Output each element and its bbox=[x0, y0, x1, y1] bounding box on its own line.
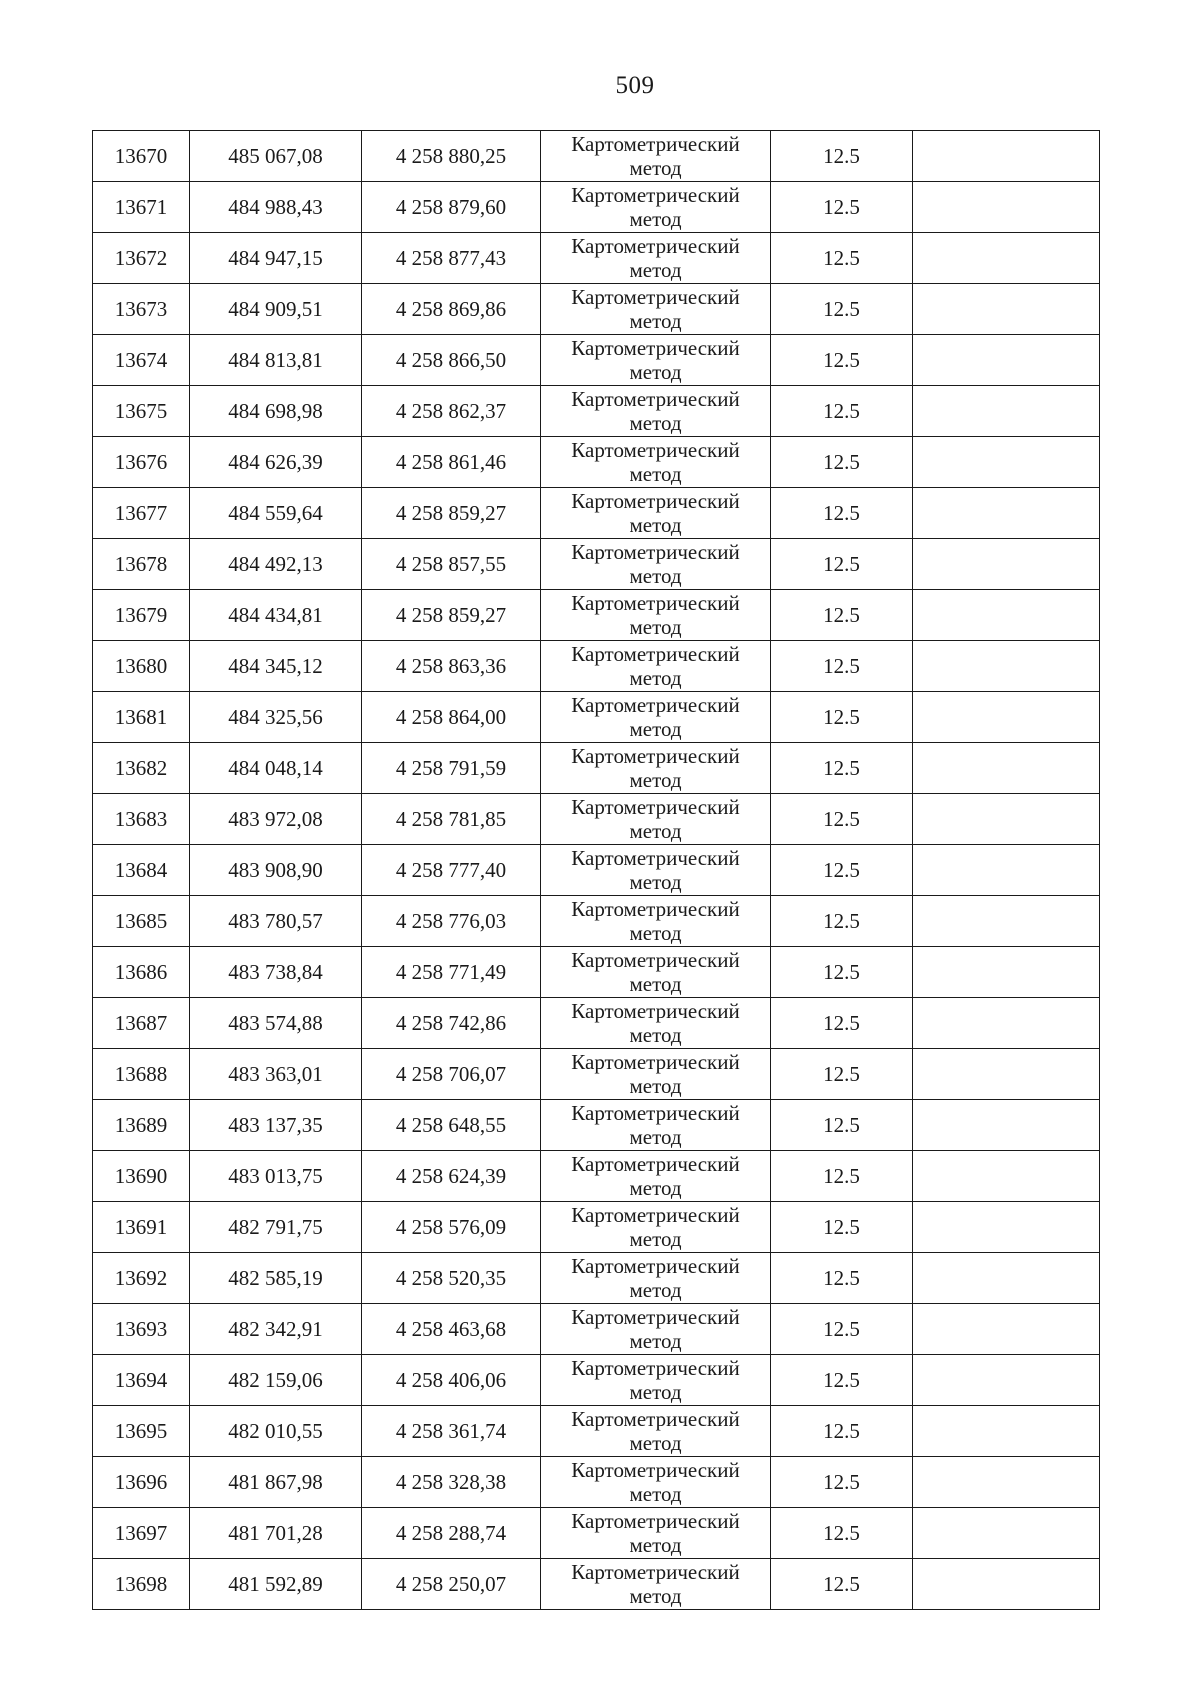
method-line-1: Картометрический bbox=[571, 1356, 740, 1380]
table-row bbox=[93, 335, 1100, 386]
point-number-cell: 13675 bbox=[93, 386, 190, 437]
point-number-cell: 13682 bbox=[93, 743, 190, 794]
point-number-cell: 13697 bbox=[93, 1508, 190, 1559]
method-line-1: Картометрический bbox=[571, 285, 740, 309]
point-number-cell: 13698 bbox=[93, 1559, 190, 1610]
scale-cell: 12.5 bbox=[771, 641, 913, 692]
method-line-1: Картометрический bbox=[571, 948, 740, 972]
x-coordinate-cell: 482 010,55 bbox=[190, 1406, 362, 1457]
point-number-cell: 13680 bbox=[93, 641, 190, 692]
y-coordinate-cell: 4 258 776,03 bbox=[362, 896, 541, 947]
empty-cell bbox=[913, 896, 1100, 947]
empty-cell bbox=[913, 590, 1100, 641]
method-line-2: метод bbox=[629, 819, 682, 843]
y-coordinate-cell: 4 258 791,59 bbox=[362, 743, 541, 794]
point-number-cell: 13687 bbox=[93, 998, 190, 1049]
empty-cell bbox=[913, 1406, 1100, 1457]
method-cell bbox=[541, 1253, 771, 1304]
empty-cell bbox=[913, 386, 1100, 437]
method-line-1: Картометрический bbox=[571, 1560, 740, 1584]
method-line-2: метод bbox=[629, 1380, 682, 1404]
y-coordinate-cell: 4 258 250,07 bbox=[362, 1559, 541, 1610]
empty-cell bbox=[913, 1304, 1100, 1355]
empty-cell bbox=[913, 1049, 1100, 1100]
table-body bbox=[93, 131, 1100, 1610]
scale-cell: 12.5 bbox=[771, 1100, 913, 1151]
table-row bbox=[93, 1151, 1100, 1202]
method-line-1: Картометрический bbox=[571, 897, 740, 921]
y-coordinate-cell: 4 258 624,39 bbox=[362, 1151, 541, 1202]
point-number-cell: 13671 bbox=[93, 182, 190, 233]
y-coordinate-cell: 4 258 861,46 bbox=[362, 437, 541, 488]
method-line-1: Картометрический bbox=[571, 438, 740, 462]
method-line-2: метод bbox=[629, 615, 682, 639]
y-coordinate-cell: 4 258 869,86 bbox=[362, 284, 541, 335]
y-coordinate-cell: 4 258 859,27 bbox=[362, 488, 541, 539]
point-number-cell: 13692 bbox=[93, 1253, 190, 1304]
empty-cell bbox=[913, 743, 1100, 794]
empty-cell bbox=[913, 284, 1100, 335]
method-cell bbox=[541, 896, 771, 947]
x-coordinate-cell: 483 137,35 bbox=[190, 1100, 362, 1151]
method-line-1: Картометрический bbox=[571, 1305, 740, 1329]
method-line-2: метод bbox=[629, 513, 682, 537]
method-line-2: метод bbox=[629, 1125, 682, 1149]
method-line-1: Картометрический bbox=[571, 1050, 740, 1074]
table-row bbox=[93, 233, 1100, 284]
method-cell bbox=[541, 539, 771, 590]
method-line-1: Картометрический bbox=[571, 999, 740, 1023]
empty-cell bbox=[913, 845, 1100, 896]
y-coordinate-cell: 4 258 857,55 bbox=[362, 539, 541, 590]
scale-cell: 12.5 bbox=[771, 1559, 913, 1610]
method-cell bbox=[541, 1508, 771, 1559]
point-number-cell: 13686 bbox=[93, 947, 190, 998]
method-line-2: метод bbox=[629, 1074, 682, 1098]
y-coordinate-cell: 4 258 328,38 bbox=[362, 1457, 541, 1508]
empty-cell bbox=[913, 539, 1100, 590]
method-cell bbox=[541, 233, 771, 284]
table-row bbox=[93, 1406, 1100, 1457]
x-coordinate-cell: 483 574,88 bbox=[190, 998, 362, 1049]
empty-cell bbox=[913, 998, 1100, 1049]
scale-cell: 12.5 bbox=[771, 131, 913, 182]
method-cell bbox=[541, 590, 771, 641]
scale-cell: 12.5 bbox=[771, 488, 913, 539]
method-cell bbox=[541, 1304, 771, 1355]
empty-cell bbox=[913, 1100, 1100, 1151]
scale-cell: 12.5 bbox=[771, 1253, 913, 1304]
method-cell bbox=[541, 335, 771, 386]
x-coordinate-cell: 481 701,28 bbox=[190, 1508, 362, 1559]
scale-cell: 12.5 bbox=[771, 284, 913, 335]
scale-cell: 12.5 bbox=[771, 335, 913, 386]
x-coordinate-cell: 484 559,64 bbox=[190, 488, 362, 539]
method-cell bbox=[541, 1406, 771, 1457]
scale-cell: 12.5 bbox=[771, 1355, 913, 1406]
table-row bbox=[93, 284, 1100, 335]
point-number-cell: 13693 bbox=[93, 1304, 190, 1355]
method-line-1: Картометрический bbox=[571, 336, 740, 360]
table-row bbox=[93, 539, 1100, 590]
scale-cell: 12.5 bbox=[771, 437, 913, 488]
x-coordinate-cell: 484 345,12 bbox=[190, 641, 362, 692]
method-cell bbox=[541, 641, 771, 692]
x-coordinate-cell: 482 342,91 bbox=[190, 1304, 362, 1355]
scale-cell: 12.5 bbox=[771, 947, 913, 998]
method-cell bbox=[541, 998, 771, 1049]
scale-cell: 12.5 bbox=[771, 896, 913, 947]
method-cell bbox=[541, 1202, 771, 1253]
method-line-1: Картометрический bbox=[571, 846, 740, 870]
y-coordinate-cell: 4 258 777,40 bbox=[362, 845, 541, 896]
method-line-1: Картометрический bbox=[571, 1101, 740, 1125]
x-coordinate-cell: 484 325,56 bbox=[190, 692, 362, 743]
scale-cell: 12.5 bbox=[771, 692, 913, 743]
empty-cell bbox=[913, 947, 1100, 998]
method-line-2: метод bbox=[629, 1482, 682, 1506]
method-cell bbox=[541, 743, 771, 794]
point-number-cell: 13683 bbox=[93, 794, 190, 845]
x-coordinate-cell: 484 813,81 bbox=[190, 335, 362, 386]
empty-cell bbox=[913, 488, 1100, 539]
scale-cell: 12.5 bbox=[771, 182, 913, 233]
method-cell bbox=[541, 284, 771, 335]
method-cell bbox=[541, 1457, 771, 1508]
y-coordinate-cell: 4 258 463,68 bbox=[362, 1304, 541, 1355]
empty-cell bbox=[913, 641, 1100, 692]
table-row bbox=[93, 947, 1100, 998]
method-cell bbox=[541, 437, 771, 488]
table-row bbox=[93, 590, 1100, 641]
method-cell bbox=[541, 182, 771, 233]
point-number-cell: 13689 bbox=[93, 1100, 190, 1151]
y-coordinate-cell: 4 258 864,00 bbox=[362, 692, 541, 743]
empty-cell bbox=[913, 692, 1100, 743]
empty-cell bbox=[913, 1355, 1100, 1406]
table-row bbox=[93, 488, 1100, 539]
empty-cell bbox=[913, 1202, 1100, 1253]
y-coordinate-cell: 4 258 576,09 bbox=[362, 1202, 541, 1253]
point-number-cell: 13696 bbox=[93, 1457, 190, 1508]
method-line-2: метод bbox=[629, 1431, 682, 1455]
point-number-cell: 13677 bbox=[93, 488, 190, 539]
method-cell bbox=[541, 1559, 771, 1610]
method-line-1: Картометрический bbox=[571, 132, 740, 156]
y-coordinate-cell: 4 258 862,37 bbox=[362, 386, 541, 437]
x-coordinate-cell: 483 972,08 bbox=[190, 794, 362, 845]
method-cell bbox=[541, 794, 771, 845]
method-line-1: Картометрический bbox=[571, 795, 740, 819]
table-row bbox=[93, 692, 1100, 743]
point-number-cell: 13690 bbox=[93, 1151, 190, 1202]
point-number-cell: 13684 bbox=[93, 845, 190, 896]
x-coordinate-cell: 484 947,15 bbox=[190, 233, 362, 284]
x-coordinate-cell: 482 585,19 bbox=[190, 1253, 362, 1304]
method-line-2: метод bbox=[629, 1533, 682, 1557]
y-coordinate-cell: 4 258 520,35 bbox=[362, 1253, 541, 1304]
method-line-2: метод bbox=[629, 258, 682, 282]
x-coordinate-cell: 483 013,75 bbox=[190, 1151, 362, 1202]
method-cell bbox=[541, 692, 771, 743]
method-line-1: Картометрический bbox=[571, 591, 740, 615]
empty-cell bbox=[913, 335, 1100, 386]
table-row bbox=[93, 131, 1100, 182]
table-row bbox=[93, 1253, 1100, 1304]
scale-cell: 12.5 bbox=[771, 386, 913, 437]
y-coordinate-cell: 4 258 866,50 bbox=[362, 335, 541, 386]
table-row bbox=[93, 1049, 1100, 1100]
method-line-2: метод bbox=[629, 666, 682, 690]
scale-cell: 12.5 bbox=[771, 1202, 913, 1253]
method-line-2: метод bbox=[629, 411, 682, 435]
scale-cell: 12.5 bbox=[771, 743, 913, 794]
table-row bbox=[93, 1355, 1100, 1406]
method-line-2: метод bbox=[629, 1584, 682, 1608]
scale-cell: 12.5 bbox=[771, 998, 913, 1049]
method-cell bbox=[541, 1151, 771, 1202]
point-number-cell: 13672 bbox=[93, 233, 190, 284]
table-row bbox=[93, 1100, 1100, 1151]
x-coordinate-cell: 484 698,98 bbox=[190, 386, 362, 437]
method-cell bbox=[541, 131, 771, 182]
table-row bbox=[93, 182, 1100, 233]
method-line-2: метод bbox=[629, 1329, 682, 1353]
method-line-1: Картометрический bbox=[571, 1152, 740, 1176]
method-line-2: метод bbox=[629, 1278, 682, 1302]
method-line-1: Картометрический bbox=[571, 1407, 740, 1431]
method-cell bbox=[541, 1355, 771, 1406]
scale-cell: 12.5 bbox=[771, 1406, 913, 1457]
point-number-cell: 13673 bbox=[93, 284, 190, 335]
empty-cell bbox=[913, 1457, 1100, 1508]
method-line-1: Картометрический bbox=[571, 387, 740, 411]
method-line-2: метод bbox=[629, 462, 682, 486]
point-number-cell: 13688 bbox=[93, 1049, 190, 1100]
method-line-1: Картометрический bbox=[571, 642, 740, 666]
method-line-2: метод bbox=[629, 360, 682, 384]
method-line-2: метод bbox=[629, 309, 682, 333]
empty-cell bbox=[913, 1508, 1100, 1559]
point-number-cell: 13685 bbox=[93, 896, 190, 947]
x-coordinate-cell: 483 738,84 bbox=[190, 947, 362, 998]
x-coordinate-cell: 484 492,13 bbox=[190, 539, 362, 590]
table-row bbox=[93, 641, 1100, 692]
empty-cell bbox=[913, 1253, 1100, 1304]
point-number-cell: 13694 bbox=[93, 1355, 190, 1406]
empty-cell bbox=[913, 233, 1100, 284]
x-coordinate-cell: 484 909,51 bbox=[190, 284, 362, 335]
table-row bbox=[93, 998, 1100, 1049]
method-line-1: Картометрический bbox=[571, 1203, 740, 1227]
x-coordinate-cell: 483 908,90 bbox=[190, 845, 362, 896]
scale-cell: 12.5 bbox=[771, 1304, 913, 1355]
x-coordinate-cell: 484 988,43 bbox=[190, 182, 362, 233]
table-row bbox=[93, 743, 1100, 794]
point-number-cell: 13678 bbox=[93, 539, 190, 590]
method-line-2: метод bbox=[629, 870, 682, 894]
point-number-cell: 13679 bbox=[93, 590, 190, 641]
empty-cell bbox=[913, 437, 1100, 488]
table-row bbox=[93, 1559, 1100, 1610]
x-coordinate-cell: 483 780,57 bbox=[190, 896, 362, 947]
method-line-1: Картометрический bbox=[571, 1509, 740, 1533]
scale-cell: 12.5 bbox=[771, 794, 913, 845]
y-coordinate-cell: 4 258 406,06 bbox=[362, 1355, 541, 1406]
method-cell bbox=[541, 488, 771, 539]
table-row bbox=[93, 1508, 1100, 1559]
y-coordinate-cell: 4 258 742,86 bbox=[362, 998, 541, 1049]
empty-cell bbox=[913, 1559, 1100, 1610]
table-row bbox=[93, 1457, 1100, 1508]
y-coordinate-cell: 4 258 879,60 bbox=[362, 182, 541, 233]
scale-cell: 12.5 bbox=[771, 233, 913, 284]
method-line-1: Картометрический bbox=[571, 540, 740, 564]
method-cell bbox=[541, 845, 771, 896]
x-coordinate-cell: 482 159,06 bbox=[190, 1355, 362, 1406]
empty-cell bbox=[913, 182, 1100, 233]
y-coordinate-cell: 4 258 859,27 bbox=[362, 590, 541, 641]
method-line-2: метод bbox=[629, 207, 682, 231]
table-row bbox=[93, 845, 1100, 896]
method-cell bbox=[541, 1100, 771, 1151]
table-row bbox=[93, 386, 1100, 437]
empty-cell bbox=[913, 1151, 1100, 1202]
x-coordinate-cell: 481 867,98 bbox=[190, 1457, 362, 1508]
x-coordinate-cell: 483 363,01 bbox=[190, 1049, 362, 1100]
x-coordinate-cell: 485 067,08 bbox=[190, 131, 362, 182]
method-cell bbox=[541, 947, 771, 998]
y-coordinate-cell: 4 258 288,74 bbox=[362, 1508, 541, 1559]
method-line-2: метод bbox=[629, 768, 682, 792]
method-line-1: Картометрический bbox=[571, 489, 740, 513]
point-number-cell: 13674 bbox=[93, 335, 190, 386]
method-cell bbox=[541, 1049, 771, 1100]
scale-cell: 12.5 bbox=[771, 1457, 913, 1508]
point-number-cell: 13681 bbox=[93, 692, 190, 743]
point-number-cell: 13670 bbox=[93, 131, 190, 182]
point-number-cell: 13695 bbox=[93, 1406, 190, 1457]
table-row bbox=[93, 794, 1100, 845]
page-number: 509 bbox=[615, 72, 655, 99]
y-coordinate-cell: 4 258 361,74 bbox=[362, 1406, 541, 1457]
y-coordinate-cell: 4 258 781,85 bbox=[362, 794, 541, 845]
y-coordinate-cell: 4 258 706,07 bbox=[362, 1049, 541, 1100]
scale-cell: 12.5 bbox=[771, 1508, 913, 1559]
scale-cell: 12.5 bbox=[771, 539, 913, 590]
scale-cell: 12.5 bbox=[771, 845, 913, 896]
method-line-1: Картометрический bbox=[571, 693, 740, 717]
method-line-2: метод bbox=[629, 1176, 682, 1200]
table-row bbox=[93, 896, 1100, 947]
y-coordinate-cell: 4 258 880,25 bbox=[362, 131, 541, 182]
point-number-cell: 13676 bbox=[93, 437, 190, 488]
table-row bbox=[93, 1202, 1100, 1253]
point-number-cell: 13691 bbox=[93, 1202, 190, 1253]
table-row bbox=[93, 1304, 1100, 1355]
method-line-2: метод bbox=[629, 972, 682, 996]
method-line-2: метод bbox=[629, 1023, 682, 1047]
x-coordinate-cell: 482 791,75 bbox=[190, 1202, 362, 1253]
method-line-2: метод bbox=[629, 156, 682, 180]
method-line-1: Картометрический bbox=[571, 183, 740, 207]
coordinates-table bbox=[92, 130, 1100, 1610]
method-line-2: метод bbox=[629, 564, 682, 588]
x-coordinate-cell: 484 434,81 bbox=[190, 590, 362, 641]
method-line-2: метод bbox=[629, 921, 682, 945]
scale-cell: 12.5 bbox=[771, 590, 913, 641]
method-line-2: метод bbox=[629, 717, 682, 741]
y-coordinate-cell: 4 258 863,36 bbox=[362, 641, 541, 692]
y-coordinate-cell: 4 258 771,49 bbox=[362, 947, 541, 998]
method-line-2: метод bbox=[629, 1227, 682, 1251]
method-line-1: Картометрический bbox=[571, 744, 740, 768]
method-line-1: Картометрический bbox=[571, 1254, 740, 1278]
y-coordinate-cell: 4 258 648,55 bbox=[362, 1100, 541, 1151]
empty-cell bbox=[913, 794, 1100, 845]
empty-cell bbox=[913, 131, 1100, 182]
scale-cell: 12.5 bbox=[771, 1151, 913, 1202]
y-coordinate-cell: 4 258 877,43 bbox=[362, 233, 541, 284]
method-line-1: Картометрический bbox=[571, 234, 740, 258]
scale-cell: 12.5 bbox=[771, 1049, 913, 1100]
method-cell bbox=[541, 386, 771, 437]
x-coordinate-cell: 484 626,39 bbox=[190, 437, 362, 488]
x-coordinate-cell: 484 048,14 bbox=[190, 743, 362, 794]
x-coordinate-cell: 481 592,89 bbox=[190, 1559, 362, 1610]
method-line-1: Картометрический bbox=[571, 1458, 740, 1482]
table-row bbox=[93, 437, 1100, 488]
